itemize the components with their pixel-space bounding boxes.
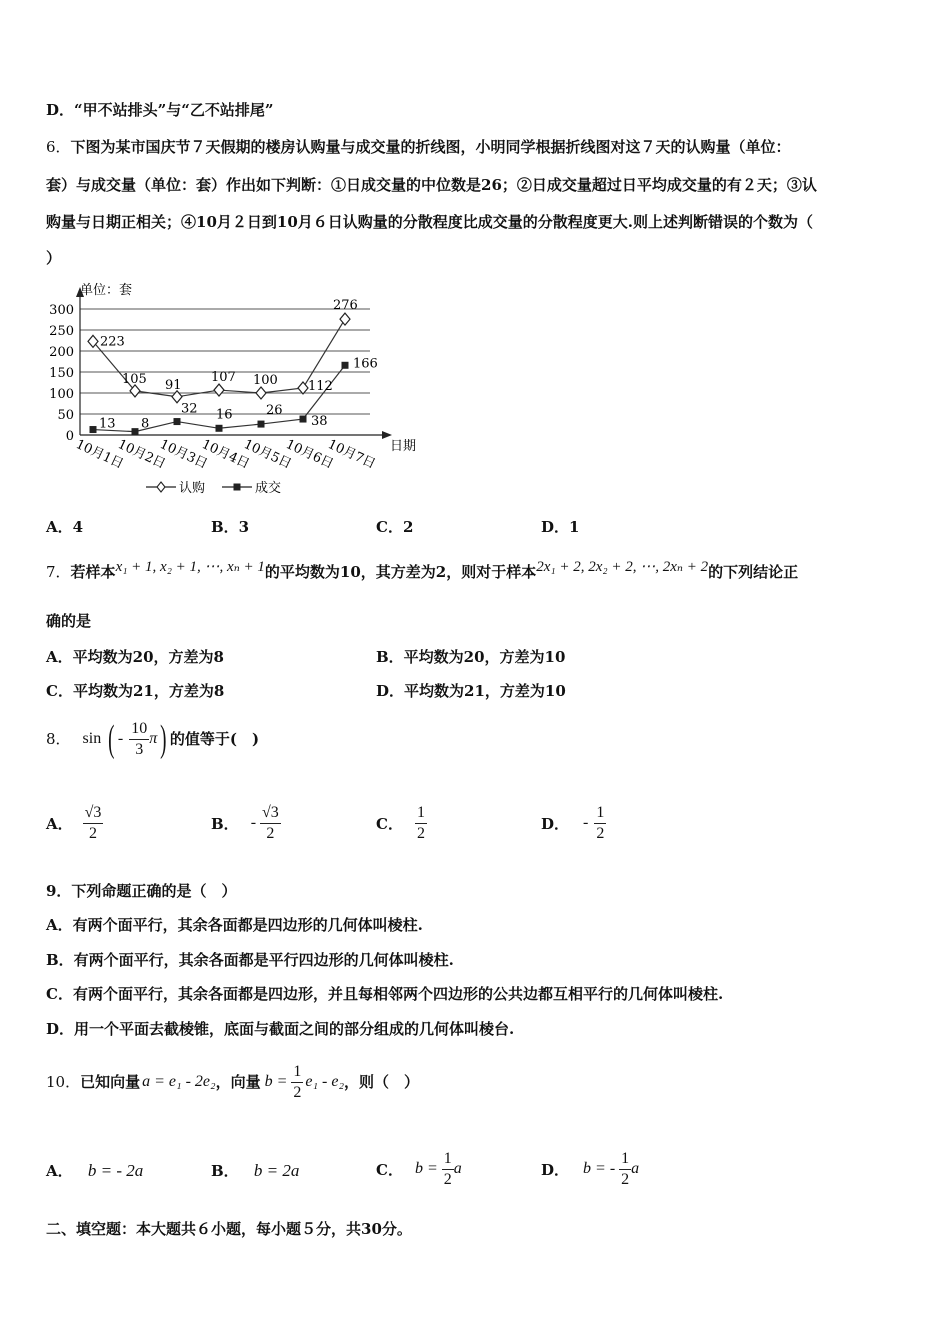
- square-marker: [216, 425, 223, 432]
- q8-option-d-num: 1: [594, 803, 606, 824]
- y-tick-label: 300: [49, 303, 74, 318]
- y-tick-label: 150: [49, 366, 74, 381]
- q8-pi: π: [149, 730, 158, 747]
- q7-number: 7．: [46, 563, 71, 581]
- q10-vector-b-fraction: [291, 1062, 303, 1103]
- x-tick-label: 10月4日: [199, 437, 252, 473]
- q6-option-d: D．1: [541, 518, 580, 536]
- square-marker: [90, 426, 97, 433]
- q8-option-a-value: [83, 803, 104, 844]
- square-marker: [174, 418, 181, 425]
- q8-option-c-den: 2: [416, 824, 425, 842]
- q10-option-d-fraction: [619, 1149, 631, 1190]
- q8-option-d-den: 2: [596, 824, 605, 842]
- q10-vector-a: a = e₁ - 2e₂: [142, 1073, 216, 1090]
- q8-option-a-num: √3: [83, 803, 104, 824]
- q8-sin: sin: [82, 730, 102, 747]
- q8-option-c-num: 1: [415, 803, 427, 824]
- q7-sample-2: 2x₁ + 2, 2x₂ + 2, ⋯, 2xₙ + 2: [536, 559, 709, 575]
- q8-option-b: [211, 796, 281, 850]
- q10-option-b: [211, 1160, 299, 1181]
- q8-fraction: [129, 719, 149, 760]
- square-marker: [258, 421, 265, 428]
- q8-option-b-den: 2: [266, 824, 275, 842]
- square-marker: [342, 362, 349, 369]
- q6-stem-line-4: ）: [46, 249, 62, 267]
- diamond-marker: [340, 313, 350, 325]
- x-tick-label: 10月3日: [157, 437, 210, 473]
- data-label: 32: [181, 401, 198, 417]
- q7-option-c: C．平均数为21，方差为8: [46, 682, 225, 700]
- q8-option-c: [376, 796, 427, 850]
- q9-option-a: A．有两个面平行，其余各面都是四边形的几何体叫棱柱.: [46, 916, 423, 934]
- q10-vector-b-lhs: b =: [264, 1073, 288, 1090]
- chart-unit-label: 单位：套: [80, 283, 133, 298]
- data-label: 112: [308, 378, 333, 394]
- q7-sample-1: x₁ + 1, x₂ + 1, ⋯, xₙ + 1: [115, 559, 265, 575]
- q6-option-b: B．3: [211, 518, 250, 536]
- q8-option-b-num: √3: [260, 803, 281, 824]
- x-tick-label: 10月1日: [73, 437, 126, 473]
- q10-option-c-rhs: a: [453, 1160, 462, 1177]
- q10-d-den: 2: [621, 1170, 630, 1188]
- q10-c-num: 1: [442, 1149, 454, 1170]
- data-label: 100: [253, 373, 278, 388]
- q10-option-a-value: b = - 2a: [87, 1161, 144, 1180]
- q8-option-d-label: D．: [541, 814, 570, 833]
- q6-number: 6．: [46, 138, 71, 156]
- chart-data-labels: [99, 298, 378, 432]
- chart-x-axis-label: 日期: [390, 439, 417, 454]
- legend-label-成交: 成交: [255, 481, 282, 496]
- q8-number: 8．: [46, 730, 71, 748]
- data-label: 91: [165, 377, 182, 393]
- section-2-heading: 二、填空题：本大题共６小题，每小题５分，共30分。: [46, 1220, 412, 1238]
- q7-post: 的下列结论正: [708, 563, 799, 581]
- q10-option-c: [376, 1142, 462, 1196]
- q6-option-a: A．4: [46, 518, 84, 536]
- q10-option-b-value: b = 2a: [253, 1161, 300, 1180]
- q9-option-d: D．用一个平面去截棱锥，底面与截面之间的部分组成的几何体叫棱台.: [46, 1020, 515, 1038]
- q10-stem: [46, 1052, 419, 1112]
- q5-option-d: D．“甲不站排头”与“乙不站排尾”: [46, 101, 274, 119]
- q8-option-d: [541, 796, 606, 850]
- y-tick-label: 50: [57, 408, 74, 423]
- y-tick-label: 100: [49, 387, 74, 402]
- chart-y-ticks: [49, 303, 74, 444]
- y-tick-label: 250: [49, 324, 74, 339]
- data-label: 38: [311, 414, 328, 430]
- q10-c-den: 2: [443, 1170, 452, 1188]
- diamond-marker: [256, 387, 266, 399]
- q7-mid: 的平均数为10，其方差为2，则对于样本: [264, 563, 537, 581]
- square-marker: [300, 416, 307, 423]
- data-label: 26: [266, 403, 283, 419]
- data-label: 166: [353, 356, 378, 372]
- q8-option-c-value: [415, 803, 427, 844]
- q8-post: 的值等于( ): [169, 730, 260, 748]
- q9-option-b: B．有两个面平行，其余各面都是平行四边形的几何体叫棱柱.: [46, 951, 454, 969]
- q10-option-c-lhs: b =: [414, 1160, 438, 1177]
- q9-stem: 9．下列命题正确的是（ ）: [46, 882, 237, 900]
- q8-fraction-num: 10: [129, 719, 149, 740]
- q10-d-num: 1: [619, 1149, 631, 1170]
- y-tick-label: 0: [65, 429, 74, 444]
- q10-option-b-label: B．: [211, 1162, 239, 1180]
- q10-pre: 已知向量: [80, 1073, 141, 1091]
- q6-stem-line-1: [46, 137, 791, 157]
- q8-option-d-sign: -: [583, 814, 589, 831]
- chart-x-ticks: [73, 437, 377, 472]
- legend-diamond-icon: [157, 482, 165, 492]
- q7-stem-line-2: 确的是: [46, 612, 92, 630]
- data-label: 223: [100, 334, 125, 350]
- q7-option-a: A．平均数为20，方差为8: [46, 648, 224, 666]
- q10-b-num: 1: [291, 1062, 303, 1083]
- square-marker: [132, 428, 139, 435]
- q8-option-a-den: 2: [89, 824, 98, 842]
- q10-vector-b-rhs: e₁ - e₂: [305, 1073, 345, 1090]
- data-label: 16: [216, 407, 233, 423]
- data-label: 13: [99, 416, 116, 432]
- q8-option-d-value: [594, 803, 606, 844]
- q8-fraction-den: 3: [135, 740, 144, 758]
- q6-stem-line-2: 套）与成交量（单位：套）作出如下判断：①日成交量的中位数是26；②日成交量超过日平均成交量的有２天；③认: [46, 176, 817, 194]
- x-axis-arrow: [382, 431, 392, 439]
- q8-stem: 8． sin ( - $\frac{10}{3}$ π ) 的值等于( ): [46, 718, 260, 760]
- legend-square-icon: [234, 484, 241, 491]
- q8-minus: -: [117, 730, 124, 747]
- q7-pre: 若样本: [70, 563, 116, 581]
- diamond-marker: [298, 382, 308, 394]
- q10-option-a-label: A．: [46, 1162, 73, 1180]
- q6-stem-line-3: 购量与日期正相关；④10月２日到10月６日认购量的分散程度比成交量的分散程度更大.则上述判断错误的个数为（: [46, 213, 813, 231]
- q10-option-d-rhs: a: [631, 1160, 640, 1177]
- q10-option-c-label: C．: [376, 1160, 403, 1179]
- q7-stem-line-1: [46, 559, 799, 583]
- q8-option-b-sign: -: [250, 814, 257, 831]
- x-tick-label: 10月6日: [283, 437, 336, 473]
- q10-option-a: [46, 1160, 143, 1181]
- q6-option-c: C．2: [376, 518, 414, 536]
- legend-label-认购: 认购: [179, 481, 206, 496]
- data-label: 107: [211, 370, 236, 386]
- q10-option-d-lhs: b = -: [583, 1160, 616, 1177]
- q6-line-chart: [40, 274, 440, 500]
- data-label: 8: [141, 416, 150, 432]
- x-tick-label: 10月7日: [325, 437, 378, 473]
- q8-option-c-label: C．: [376, 814, 403, 833]
- q8-option-a: [46, 796, 103, 850]
- q10-b-den: 2: [293, 1083, 302, 1101]
- q8-option-b-label: B．: [211, 814, 239, 833]
- y-tick-label: 200: [49, 345, 74, 360]
- q7-option-b: B．平均数为20，方差为10: [376, 648, 566, 666]
- q7-option-d: D．平均数为21，方差为10: [376, 682, 566, 700]
- q6-stem-text-1: 下图为某市国庆节７天假期的楼房认购量与成交量的折线图，小明同学根据折线图对这７天的认购量（单位：: [70, 138, 791, 156]
- q10-option-d: [541, 1142, 639, 1196]
- diamond-marker: [214, 384, 224, 396]
- q8-option-a-label: A．: [46, 814, 73, 833]
- q8-option-b-value: [260, 803, 281, 844]
- data-label: 105: [122, 371, 147, 387]
- x-tick-label: 10月2日: [115, 437, 168, 473]
- data-label: 276: [333, 298, 358, 314]
- chart-legend: [146, 480, 281, 496]
- x-tick-label: 10月5日: [241, 437, 294, 473]
- q10-option-c-fraction: [442, 1149, 454, 1190]
- q9-option-c: C．有两个面平行，其余各面都是四边形，并且每相邻两个四边形的公共边都互相平行的几何体叫棱柱.: [46, 985, 724, 1003]
- q10-post: ，则（ ）: [344, 1073, 420, 1091]
- q10-option-d-label: D．: [541, 1160, 570, 1179]
- q10-number: 10．: [46, 1073, 81, 1091]
- q10-mid: ，向量: [215, 1073, 261, 1091]
